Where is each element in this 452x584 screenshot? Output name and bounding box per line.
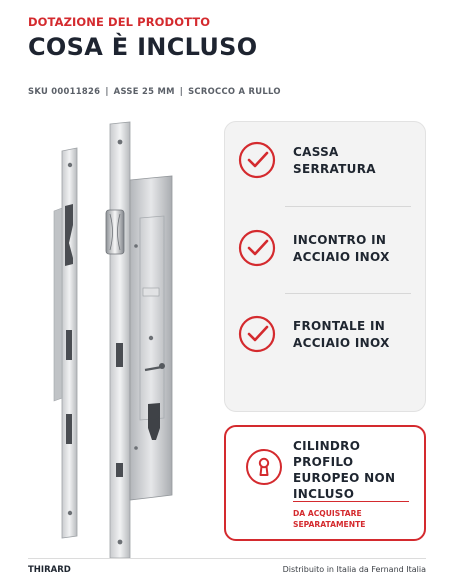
scrocco-text: SCROCCO A RULLO: [188, 86, 281, 96]
product-meta: [28, 86, 281, 96]
included-item-label: INCONTRO IN ACCIAIO INOX: [293, 233, 390, 264]
divider: [285, 293, 411, 294]
included-item-label: FRONTALE IN ACCIAIO INOX: [293, 319, 390, 350]
page-title: COSA È INCLUSO: [28, 33, 258, 61]
included-item: [237, 134, 419, 194]
not-included-card: [224, 425, 426, 541]
lock-product-image: [40, 118, 210, 558]
purchase-note: DA ACQUISTARE SEPARATAMENTE: [293, 509, 366, 529]
included-item: [237, 222, 419, 282]
included-card: [224, 121, 426, 412]
included-item-label: CASSA SERRATURA: [293, 145, 376, 176]
check-circle-icon: [237, 140, 277, 180]
section-eyebrow: DOTAZIONE DEL PRODOTTO: [28, 15, 211, 29]
check-circle-icon: [237, 314, 277, 354]
lock-case: [130, 176, 172, 500]
distribution-text: Distribuito in Italia da Fernand Italia: [282, 565, 426, 574]
roller-latch: [106, 210, 124, 254]
keyhole-icon: [244, 447, 284, 487]
faceplate: [110, 122, 130, 558]
meta-separator: |: [105, 86, 109, 96]
footer-divider: [28, 558, 426, 559]
asse-text: ASSE 25 MM: [113, 86, 175, 96]
not-included-label: CILINDRO PROFILO EUROPEO NON INCLUSO: [293, 439, 396, 501]
included-item: [237, 308, 419, 368]
check-circle-icon: [237, 228, 277, 268]
accent-rule: [293, 501, 409, 502]
brand-name: THIRARD: [28, 565, 71, 575]
strike-plate: [54, 148, 77, 538]
sku-text: SKU 00011826: [28, 86, 101, 96]
meta-separator: |: [179, 86, 184, 96]
divider: [285, 206, 411, 207]
